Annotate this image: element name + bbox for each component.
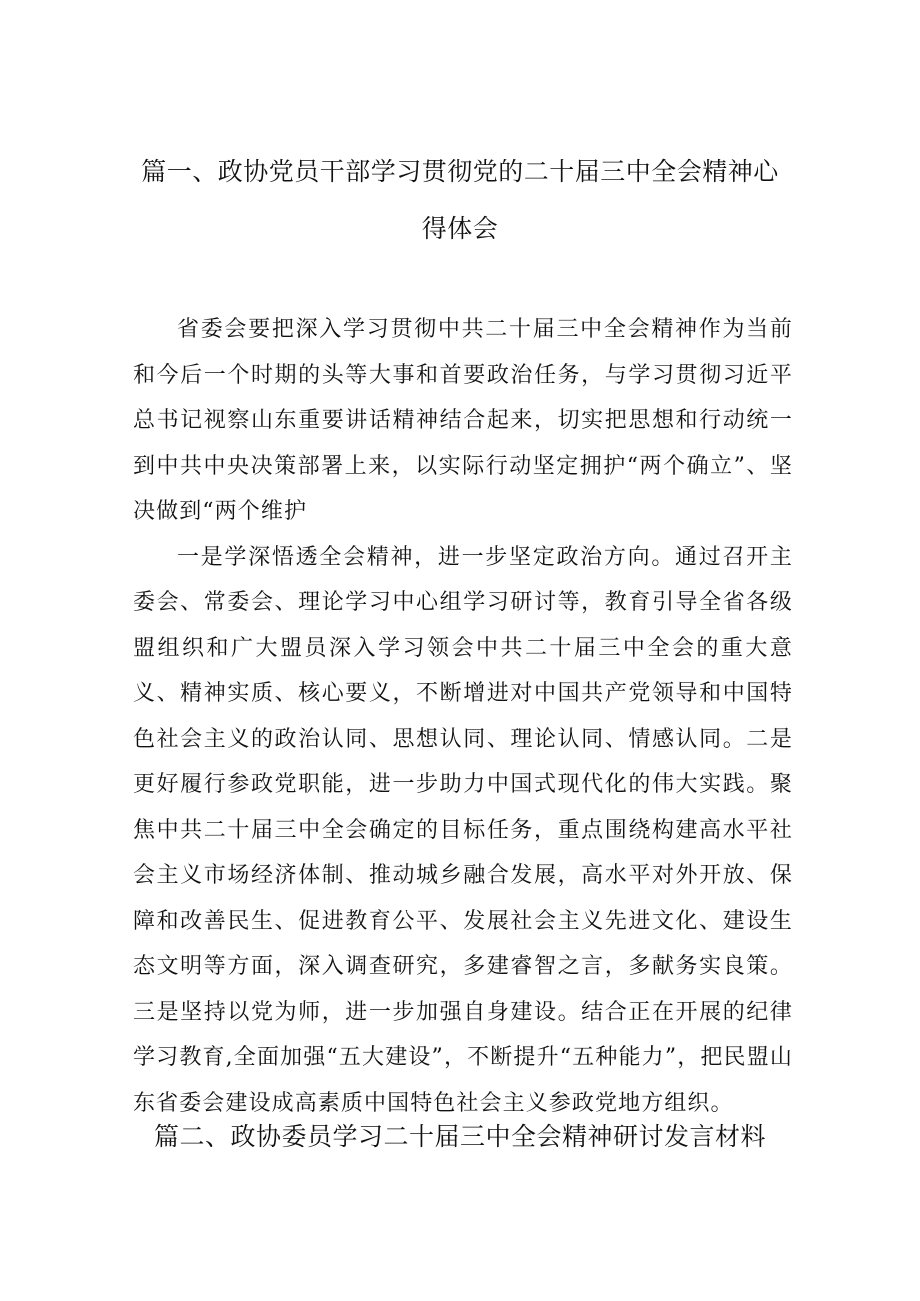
section1-paragraph-2: 一是学深悟透全会精神，进一步坚定政治方向。通过召开主委会、常委会、理论学习中心组学习研讨等，教育引导全省各级盟组织和广大盟员深入学习领会中共二十届三中全会的重大意义、精神实质、核心要义，不断增进对中国共产党领导和中国特色社会主义的政治认同、思想认同、理论认同、情感认同。二是更好履行参政党职能，进一步助力中国式现代化的伟大实践。聚焦中共二十届三中全会确定的目标任务，重点围绕构建高水平社会主义市场经济体制、推动城乡融合发展，高水平对外开放、保障和改善民生、促进教育公平、发展社会主义先进文化、建设生态文明等方面，深入调查研究，多建睿智之言，多献务实良策。三是坚持以党为师，进一步加强自身建设。结合正在开展的纪律学习教育,全面加强“五大建设”，不断提升“五种能力”，把民盟山东省委会建设成高素质中国特色社会主义参政党地方组织。 xyxy=(133,544,793,1116)
section1-paragraph-1: 省委会要把深入学习贯彻中共二十届三中全会精神作为当前和今后一个时期的头等大事和首要政治任务，与学习贯彻习近平总书记视察山东重要讲话精神结合起来，切实把思想和行动统一到中共中央决策部署上来，以实际行动坚定拥护“两个确立”、坚决做到“两个维护 xyxy=(133,317,793,524)
section2-title: 篇二、政协委员学习二十届三中全会精神研讨发言材料 xyxy=(153,1122,766,1151)
section1-title-line1: 篇一、政协党员干部学习贯彻党的二十届三中全会精神心 xyxy=(141,157,779,186)
section1-title-line2: 得体会 xyxy=(421,214,499,243)
section1-body xyxy=(133,307,793,1126)
